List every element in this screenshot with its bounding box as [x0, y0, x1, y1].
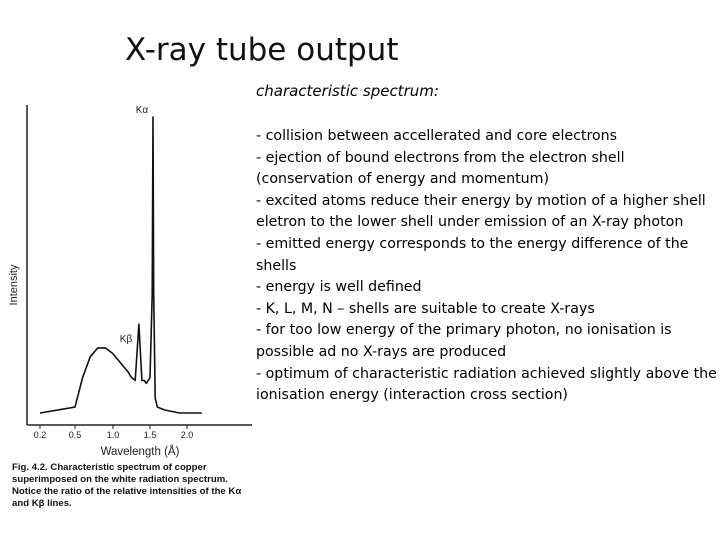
x-tick-label: 1.0	[106, 430, 120, 440]
bullet-item: - for too low energy of the primary photon, no ionisation is possible ad no X-rays are produced	[256, 322, 672, 360]
figure-caption: Fig. 4.2. Characteristic spectrum of copper superimposed on the white radiation spectrum. Notice the ratio of the relative intensities of the Kα and Kβ lines.	[12, 462, 242, 509]
k-alpha-label: Kα	[135, 105, 149, 116]
bullet-item: - collision between accellerated and core electrons	[256, 128, 618, 144]
spectrum-chart	[0, 95, 252, 460]
x-tick-label: 0.2	[33, 430, 47, 440]
bullet-item: - emitted energy corresponds to the energy difference of the shells	[256, 235, 689, 274]
y-axis-label: Intensity	[8, 264, 20, 306]
spectrum-figure	[0, 95, 252, 515]
x-axis-label: Wavelength (Å)	[100, 446, 180, 458]
bullet-item: - ejection of bound electrons from the electron shell (conservation of energy and momentum)	[256, 149, 625, 188]
bullet-list	[256, 126, 718, 407]
x-tick-label: 2.0	[180, 430, 194, 440]
bullet-item: - energy is well defined	[256, 279, 422, 296]
x-tick-label: 0.5	[68, 430, 82, 440]
k-beta-label: Kβ	[119, 334, 133, 345]
section-subtitle: characteristic spectrum:	[256, 82, 439, 100]
x-ticks	[34, 425, 194, 440]
bullet-item: - K, L, M, N – shells are suitable to create X-rays	[256, 300, 595, 317]
spectrum-curve	[40, 117, 202, 413]
x-tick-label: 1.5	[143, 430, 157, 440]
bullet-item: - excited atoms reduce their energy by motion of a higher shell eletron to the lower shell under emission of an X-ray photon	[256, 192, 706, 231]
bullet-item: - optimum of characteristic radiation achieved slightly above the ionisation energy (interaction cross section)	[256, 365, 717, 404]
slide-title: X-ray tube output	[125, 32, 399, 68]
